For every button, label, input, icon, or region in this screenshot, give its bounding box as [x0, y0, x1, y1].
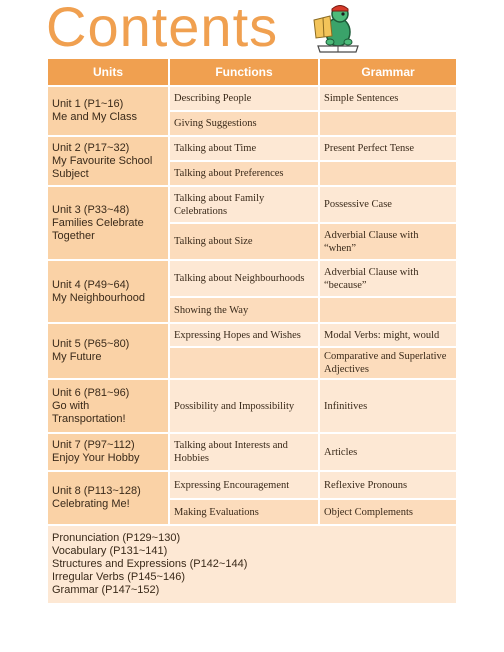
unit-number: Unit 1 (P1~16): [52, 98, 124, 110]
page-title: Contents: [46, 0, 279, 58]
appendix-row: [47, 525, 457, 604]
grammar-cell: Infinitives: [319, 379, 457, 433]
unit-number: Unit 8 (P113~128): [52, 485, 141, 497]
unit-name: Me and My Class: [52, 111, 137, 123]
function-cell: Describing People: [169, 86, 319, 111]
unit-4-cell: [47, 260, 169, 323]
unit-number: Unit 6 (P81~96): [52, 386, 130, 399]
appendix-item: Pronunciation (P129~130): [52, 532, 181, 544]
reading-turtle-icon: [300, 2, 364, 58]
unit-name: My Neighbourhood: [52, 291, 145, 304]
appendix-item: Vocabulary (P131~141): [52, 545, 168, 557]
grammar-cell: [319, 297, 457, 323]
unit-name: Enjoy Your Hobby: [52, 452, 140, 464]
table-row: [47, 323, 457, 347]
grammar-cell: Articles: [319, 433, 457, 471]
grammar-cell: [319, 111, 457, 136]
unit-name: Celebrating Me!: [52, 498, 130, 510]
grammar-cell: Adverbial Clause with “because”: [319, 260, 457, 297]
grammar-cell: Modal Verbs: might, would: [319, 323, 457, 347]
table-row: [47, 260, 457, 297]
grammar-cell: Simple Sentences: [319, 86, 457, 111]
unit-number: Unit 2 (P17~32): [52, 141, 130, 154]
grammar-cell: Possessive Case: [319, 186, 457, 223]
unit-8-cell: [47, 471, 169, 525]
unit-5-cell: [47, 323, 169, 379]
functions-header: Functions: [169, 58, 319, 86]
table-row: [47, 379, 457, 433]
grammar-cell: Object Complements: [319, 499, 457, 525]
function-cell: Talking about Preferences: [169, 161, 319, 186]
unit-6-cell: [47, 379, 169, 433]
unit-name: Families Celebrate Together: [52, 216, 144, 242]
grammar-cell: Present Perfect Tense: [319, 136, 457, 161]
function-cell: Talking about Family Celebrations: [169, 186, 319, 223]
function-cell: Talking about Neighbourhoods: [169, 260, 319, 297]
grammar-cell: [319, 161, 457, 186]
table-row: [47, 471, 457, 499]
appendix-item: Grammar (P147~152): [52, 584, 160, 596]
unit-number: Unit 5 (P65~80): [52, 338, 130, 350]
unit-number: Unit 3 (P33~48): [52, 203, 130, 216]
unit-name: My Future: [52, 351, 102, 363]
function-cell: Making Evaluations: [169, 499, 319, 525]
grammar-header: Grammar: [319, 58, 457, 86]
function-cell: Expressing Hopes and Wishes: [169, 323, 319, 347]
table-row: [47, 136, 457, 161]
grammar-cell: Adverbial Clause with “when”: [319, 223, 457, 260]
appendix-cell: [47, 525, 457, 604]
function-cell: Talking about Interests and Hobbies: [169, 433, 319, 471]
unit-number: Unit 4 (P49~64): [52, 278, 130, 291]
unit-name: My Favourite School Subject: [52, 154, 153, 180]
table-row: [47, 433, 457, 471]
function-cell: Talking about Time: [169, 136, 319, 161]
contents-table: [46, 57, 458, 605]
function-cell: [169, 347, 319, 379]
unit-1-cell: [47, 86, 169, 136]
appendix-item: Irregular Verbs (P145~146): [52, 571, 185, 583]
units-header: Units: [47, 58, 169, 86]
function-cell: Expressing Encouragement: [169, 471, 319, 499]
function-cell: Possibility and Impossibility: [169, 379, 319, 433]
table-row: [47, 86, 457, 111]
function-cell: Talking about Size: [169, 223, 319, 260]
grammar-cell: Comparative and Superlative Adjectives: [319, 347, 457, 379]
unit-3-cell: [47, 186, 169, 260]
grammar-cell: Reflexive Pronouns: [319, 471, 457, 499]
table-row: [47, 186, 457, 223]
header-row: [47, 58, 457, 86]
unit-7-cell: [47, 433, 169, 471]
unit-name: Go with Transportation!: [52, 399, 126, 425]
function-cell: Showing the Way: [169, 297, 319, 323]
function-cell: Giving Suggestions: [169, 111, 319, 136]
unit-number: Unit 7 (P97~112): [52, 439, 135, 451]
unit-2-cell: [47, 136, 169, 186]
appendix-item: Structures and Expressions (P142~144): [52, 558, 248, 570]
